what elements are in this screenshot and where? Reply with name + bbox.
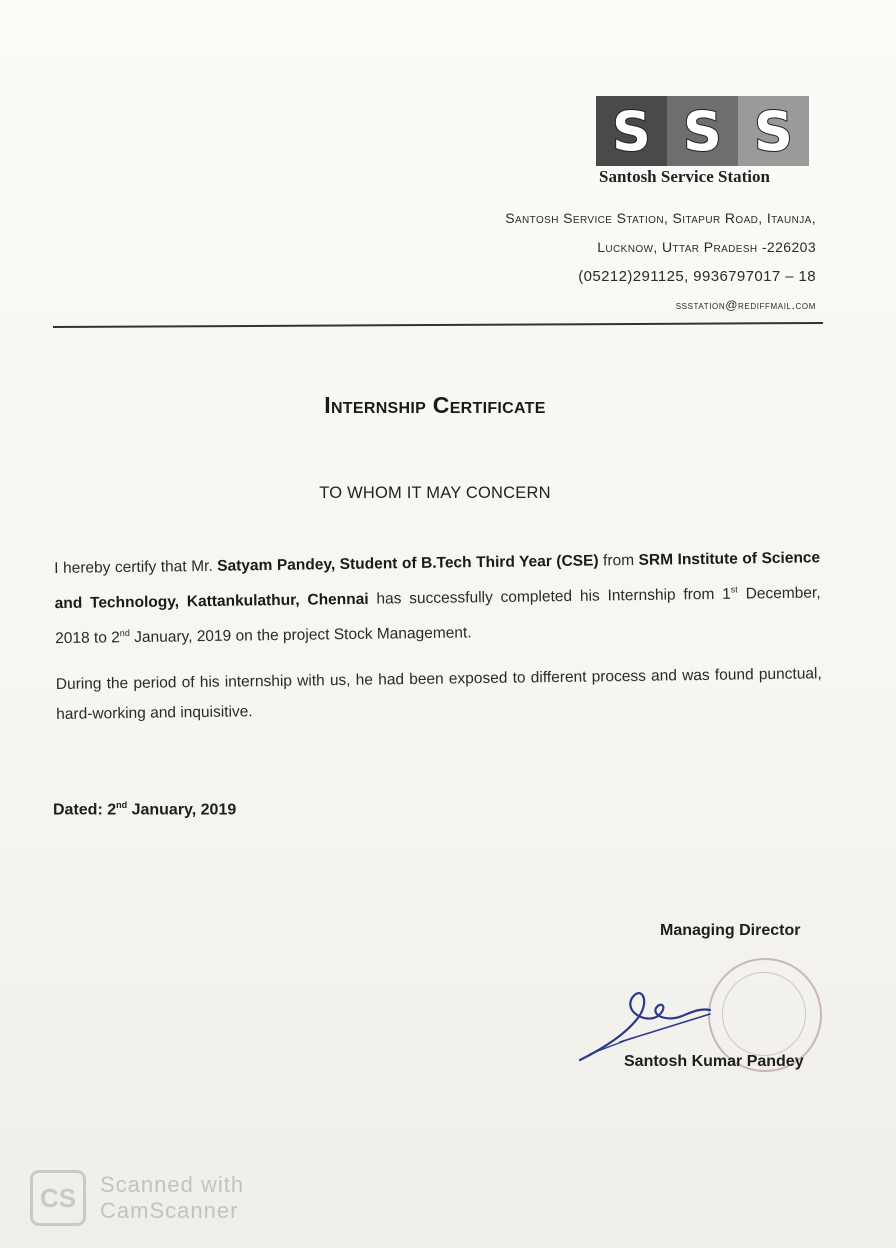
signatory-name: Santosh Kumar Pandey bbox=[624, 1053, 804, 1070]
company-address bbox=[396, 204, 816, 320]
camscanner-watermark bbox=[30, 1170, 244, 1226]
logo-letter: S bbox=[596, 96, 667, 166]
salutation: TO WHOM IT MAY CONCERN bbox=[319, 484, 551, 502]
paragraph-1: I hereby certify that Mr. Satyam Pandey, Student of B.Tech Third Year (CSE) from SRM Institute of Science and Technology, Kattankulathur, Chennai has successfully completed his Internship from 1st December, 2018 to 2nd January, 2019 on the project Stock Management. bbox=[54, 549, 821, 648]
paragraph-2: During the period of his internship with us, he had been exposed to different process and was found punctual, hard-working and inquisitive. bbox=[55, 665, 822, 724]
company-logo bbox=[596, 96, 810, 166]
header-divider bbox=[53, 322, 823, 328]
watermark-line-1: Scanned with bbox=[100, 1172, 245, 1197]
institute-name: SRM Institute of Science and Technology, Kattankulathur, Chennai bbox=[54, 549, 821, 613]
logo-caption: Santosh Service Station bbox=[599, 167, 770, 186]
logo-letter: S bbox=[667, 96, 738, 166]
designation: Managing Director bbox=[660, 922, 801, 939]
address-line-2: Lucknow, Uttar Pradesh -226203 bbox=[597, 239, 816, 255]
date-line: Dated: 2nd January, 2019 bbox=[53, 800, 237, 819]
certificate-title: Internship Certificate bbox=[324, 392, 546, 418]
watermark-line-2: CamScanner bbox=[100, 1198, 239, 1223]
student-details: Satyam Pandey, Student of B.Tech Third Year (CSE) bbox=[217, 552, 599, 575]
email-address: ssstation@rediffmail.com bbox=[675, 298, 816, 312]
phone-numbers: (05212)291125, 9936797017 – 18 bbox=[578, 268, 816, 285]
logo-letter: S bbox=[738, 96, 809, 166]
address-line-1: Santosh Service Station, Sitapur Road, Itaunja, bbox=[505, 210, 816, 226]
certificate-body bbox=[54, 543, 823, 746]
camscanner-icon: CS bbox=[30, 1170, 86, 1226]
